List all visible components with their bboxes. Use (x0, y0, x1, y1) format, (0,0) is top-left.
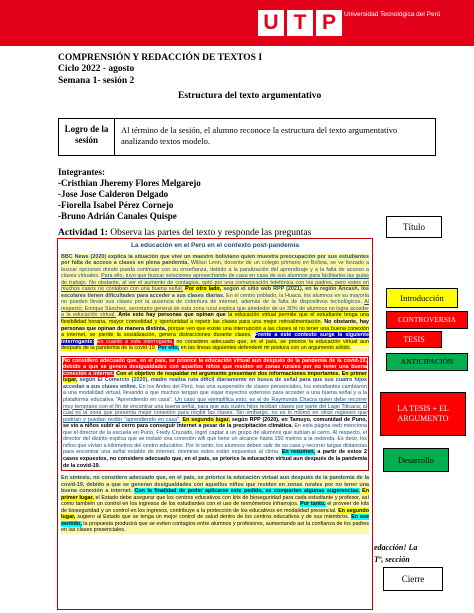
logo-letter-p: P (316, 10, 342, 36)
member-item: -Fiorella Isabel Pérez Cornejo (58, 200, 174, 210)
label-tesis: TESIS (386, 331, 442, 348)
course-title: COMPRENSIÓN Y REDACCIÓN DE TEXTOS I (58, 53, 263, 63)
logro-text: Al término de la sesión, el alumno reconoce la estructura del texto argumentativo analizando textos modelo. (121, 125, 398, 146)
member-item: -Bruno Adrián Canales Quispe (58, 211, 177, 221)
member-item: -Cristhian Jheremy Flores Melgarejo (58, 178, 201, 188)
partial-text-2: Tº, sección (374, 555, 410, 564)
partial-text-1: edacción! La (374, 543, 418, 552)
logro-label: Logro de la sesión (59, 119, 115, 155)
development-paragraph: No considero adecuado que, en el país, se priorice la educación virtual aun después de la pandemia de la covid-19, debido a que se genera desigualdades con aquellos niños que residen en zonas rurales por no tener una buena conexión a internet. Con el objetivo de respaldar mi argumento presentaré dos informaciones importantes. En primer lugar, según El Comercio (2020), madre realiza ruta difícil diariamente en busca de señal para que sus cuatro hijos accedan a sus clases online. En los Andes del Perú, tras una suspensión de clases presenciales, los estudiantes cambiaron a una modalidad virtual, llevando a que muchos tengan que viajar trayectos extensos para acceder a una buena señal y a la plataforma educativa "Aprendiendo en casa". Un caso que ejemplifica esto, es el de Raymunda Chacra quien debe recorrer muy temprano con el fin de encontrar una buena señal, para que sus cuatro hijos reciban clases por parte del Lago Titicaca; al cual es la zona que presenta mejor conexión para recibir las clases. Sin embargo, no es lo mismo en otras regiones que podrían y puedan recibir "aprendiendo en casa". En segundo lugar, según RPP (2020), en Tamuyo, comunidad de Puno, se vio a niños subir al cerro para conseguir internet a pesar de la precipitación climática. En esta página web menciona que el director de la escuela en Puno, Fredy Cruzado, logró captar a un grupo de alumnos que subían al cerro. Al respecto, el director del distrito explica que se instaló una conexión wifi que tiene un alcance hasta 150 metros a la redonda. Es decir, los niños que vivían a kilómetros del centro educativo. Por lo tanto, los alumnos deben salir de su casa y recorrer largas distancias para encontrar una señal estable de internet, mientras estos están expuestos al clima. En resumen, a partir de estos 2 casos expuestos, no considero adecuado que, en el país, se priorice la educación virtual aun después de la pandemia de la covid-19. (61, 356, 369, 471)
label-titulo: Título (386, 216, 442, 238)
logo-letter-t: T (287, 10, 313, 36)
label-cierre: Cierre (383, 567, 443, 591)
article-box (57, 238, 373, 610)
logro-table (58, 118, 436, 156)
header-bar (0, 0, 474, 46)
label-anticipacion: ANTICIPACIÓN (386, 353, 468, 371)
members-block (58, 167, 201, 222)
closing-paragraph: En síntesis, no considero adecuado que, en el país, se priorice la educación virtual aun después de la pandemia de la covid-19, debido a que se generan desigualdades con aquellos niños que residen en zonas rurales por no tener una buena conexión a internet. Con la finalidad de poder aplicarse este pedido, se comparten algunas sugerencias. En primer lugar, el Estado debe asegurar que los centros educativos con kits de bioseguridad para cada estudiante y profesor, así como también un control en los ingresos de los estudiantes con el uso de termómetros infrarrojos. Por tanto, el proveer de kits de bioseguridad y un control en los ingresos, contribuye a la protección de los educativos en modalidad presencial. En segundo lugar, sugiero al Estado que se tenga un mejor control de salud dentro de los centros educativos y de sus miembros. En ese sentido, la propuesta producirá que se eviten contagios entre alumnos y profesores, aumentando así la confianza de los padres en las clases presenciales. (61, 475, 370, 534)
introduction-paragraph: BBC News (2020) explica la situación que vive un maestro boliviano quien muestra preocupación por sus estudiantes por falta de acceso a clases en plena pandemia. Willian Leon, docente de un colegio primario en Bolivia, se ve forzado a buscar opciones donde pueda continuar con su enseñanza, debido a la paralización del aprendizaje y a la falta de acceso a clases virtuales. Para ello, tuvo que buscar soluciones aprovechando de casa en casa de sus alumnos para facilitarles las guías de trabajo. No obstante, al ver el aumento de contagios, optó por una comunicación telefónica con los padres, pero estos en muchos casos no contaban con una buena señal. Por otro lado, según el sitio web RPP (2021), en la región Ancash, los escolares tienen dificultades para acceder a sus clases diarias. En el centro poblado, la Huaca, los alumnos en su mayoría no pueden llevar sus clases por la ausencia de cobertura de internet, además de la falta de dispositivos tecnológicos. Al respecto, Enrique Sánchez, secretario general de esta zona rural explica que alrededor de un 30% de alumnos no logra acceder a la educación virtual. Ante esto hay personas que opinan que la educación virtual permite que el estudiante tenga una flexibilidad horaria, mayor comodidad y oportunidad a repetir las clases para una mejor retroalimentación. No obstante, hay personas que opinan de manera distinta, porque ven que existe una interrupción a las clases al no tener una buena conexión a internet, se pierde la socialización, genera distracciones durante clases. Frente a este contexto surge la siguiente interrogante: En cuanto a esta interrogante, no considero adecuado que, en el país, se priorice la educación virtual aun después de la pandemia de la covid-19. Por ello, en las líneas siguientes defenderé mi postura con un argumento sólido. (61, 253, 370, 352)
activity-line (58, 228, 311, 238)
activity-label: Actividad 1: (58, 228, 108, 238)
article-title: La educación en el Perú en el contexto post-pandemia (131, 242, 299, 249)
university-name: Universidad Tecnológica del Perú (344, 11, 441, 18)
doc-subtitle: Estructura del texto argumentativo (178, 91, 322, 101)
label-tesis-argumento: LA TESIS + EL ARGUMENTO (380, 392, 466, 436)
week-label: Semana 1- sesión 2 (58, 76, 135, 86)
members-label: Integrantes: (58, 167, 105, 177)
member-item: -Jose Jose Calderon Delgado (58, 189, 169, 199)
logo-letter-u: U (258, 10, 284, 36)
label-introduccion: Introducción (386, 288, 458, 308)
label-controversia: CONTROVERSIA (386, 311, 468, 329)
activity-text: Observa las partes del texto y responde las preguntas (110, 228, 312, 238)
label-desarrollo: Desarrollo (383, 448, 449, 472)
cycle-label: Ciclo 2022 - agosto (58, 64, 135, 74)
